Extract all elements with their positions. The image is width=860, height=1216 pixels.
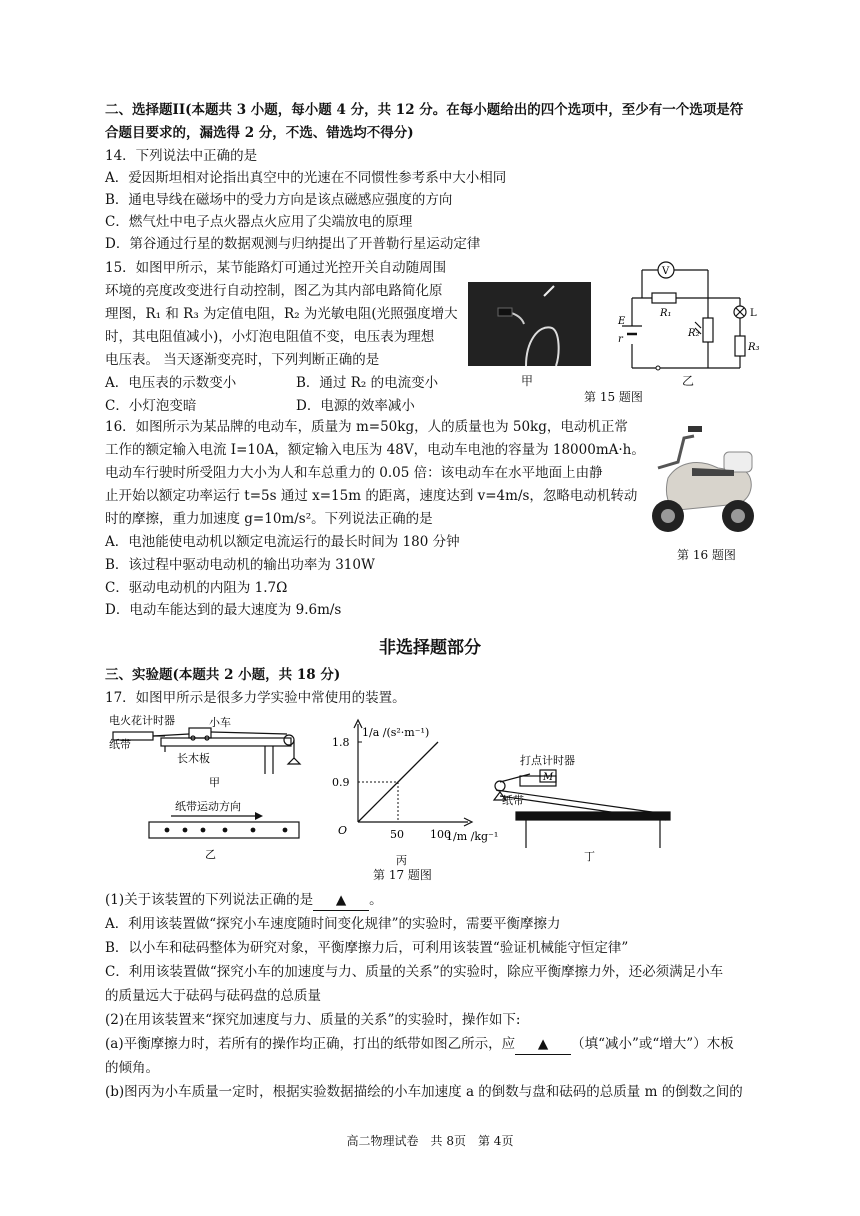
board-label: 长木板 — [177, 752, 210, 765]
fig-ding-label: 丁 — [584, 850, 595, 863]
q17-option-c-line1: C．利用该装置做“探究小车的加速度与力、质量的关系”的实验时，除应平衡摩擦力外，还必须满足小车 — [105, 964, 724, 980]
section3-header: 三、实验题(本题共 2 小题，共 18 分) — [105, 667, 341, 683]
q15-option-c: C．小灯泡变暗 — [105, 398, 197, 414]
q17-apparatus-jia — [105, 712, 305, 792]
ding-tape-label: 纸带 — [502, 794, 524, 807]
circuit-e-label: E — [618, 316, 626, 327]
mass-m-label: M — [543, 772, 554, 783]
page-footer: 高二物理试卷 共 8页 第 4页 — [346, 1134, 514, 1148]
q16-option-d: D．电动车能达到的最大速度为 9.6m/s — [105, 602, 342, 618]
q15-line5: 电压表。 当天逐渐变亮时，下列判断正确的是 — [105, 352, 380, 368]
q17-part1-end: 。 — [369, 892, 383, 908]
circuit-l-label: L — [750, 308, 757, 319]
q14-option-a: A．爱因斯坦相对论指出真空中的光速在不同惯性参考系中大小相同 — [105, 170, 507, 186]
q17-caption: 第 17 题图 — [373, 868, 432, 882]
q14-stem: 14．下列说法中正确的是 — [105, 148, 258, 164]
circuit-r-label: r — [618, 334, 623, 345]
q15-option-d: D．电源的效率减小 — [296, 398, 415, 414]
q17-part2a-text2: （填“减小”或“增大”）木板 — [571, 1036, 734, 1052]
q15-line3: 理图，R₁ 和 R₃ 为定值电阻，R₂ 为光敏电阻(光照强度增大 — [105, 306, 458, 322]
x-axis-label: 1/m /kg⁻¹ — [446, 830, 499, 843]
q16-line4: 止开始以额定功率运行 t=5s 通过 x=15m 的距离，速度达到 v=4m/s，忽略电动机转动 — [105, 488, 638, 504]
q17-graph-bing — [330, 716, 500, 868]
q16-option-c: C．驱动电动机的内阻为 1.7Ω — [105, 580, 288, 596]
y-tick-label: 0.9 — [332, 776, 350, 789]
q17-option-a: A．利用该装置做“探究小车速度随时间变化规律”的实验时，需要平衡摩擦力 — [105, 916, 561, 932]
q15-line4: 时，其电阻值减小)，小灯泡电阻值不变，电压表为理想 — [105, 329, 435, 345]
circuit-r3-label: R₃ — [748, 342, 760, 353]
q14-option-b: B．通电导线在磁场中的受力方向是该点磁感应强度的方向 — [105, 192, 453, 208]
q15-label-jia: 甲 — [521, 374, 534, 388]
q17-part1-blank: ▲ — [313, 890, 369, 911]
circuit-v-label: V — [662, 266, 670, 277]
tape-direction-label: 纸带运动方向 — [175, 800, 241, 813]
section2-header-line1: 二、选择题II(本题共 3 小题，每小题 4 分，共 12 分。在每小题给出的四个选项中，至少有一个选项是符 — [105, 102, 744, 118]
x-tick-label: 100 — [430, 828, 451, 841]
q15-option-b: B．通过 R₂ 的电流变小 — [296, 375, 439, 391]
q17-part2: (2)在用该装置来“探究加速度与力、质量的关系”的实验时，操作如下: — [105, 1012, 521, 1028]
q15-label-yi: 乙 — [682, 374, 695, 388]
q16-caption: 第 16 题图 — [677, 548, 736, 562]
x-tick-label: 50 — [390, 828, 404, 841]
q15-line1: 15．如图甲所示，某节能路灯可通过光控开关自动随周围 — [105, 260, 447, 276]
q17-paper-tape-yi — [145, 796, 305, 862]
q16-line5: 时的摩擦，重力加速度 g=10m/s²。下列说法正确的是 — [105, 511, 433, 527]
q15-option-a: A．电压表的示数变小 — [105, 375, 237, 391]
ding-timer-label: 打点计时器 — [520, 754, 575, 767]
q17-part1 — [105, 890, 383, 911]
q16-line3: 电动车行驶时所受阻力大小为人和车总重力的 0.05 倍：该电动车在水平地面上由静 — [105, 465, 603, 481]
q16-option-b: B．该过程中驱动电动机的输出功率为 310W — [105, 557, 375, 573]
q15-caption: 第 15 题图 — [584, 390, 643, 404]
section2-header-line2: 合题目要求的，漏选得 2 分，不选、错选均不得分) — [105, 125, 414, 141]
y-tick-label: 1.8 — [332, 736, 350, 749]
q17-option-b: B．以小车和砝码整体为研究对象，平衡摩擦力后，可利用该装置“验证机械能守恒定律” — [105, 940, 629, 956]
y-axis-label: 1/a /(s²·m⁻¹) — [362, 726, 430, 739]
fig-jia-label: 甲 — [209, 776, 220, 789]
q17-part2a-cont: 的倾角。 — [105, 1060, 159, 1076]
origin-label: O — [338, 824, 348, 837]
q17-part2a — [105, 1034, 734, 1055]
q17-part2a-blank: ▲ — [515, 1034, 571, 1055]
q14-option-c: C．燃气灶中电子点火器点火应用了尖端放电的原理 — [105, 214, 413, 230]
electric-scooter-image — [638, 418, 762, 540]
part2-title: 非选择题部分 — [379, 638, 481, 658]
q17-part2a-text: (a)平衡摩擦力时，若所有的操作均正确，打出的纸带如图乙所示，应 — [105, 1036, 516, 1052]
q17-apparatus-ding — [490, 752, 680, 864]
q15-line2: 环境的亮度改变进行自动控制，图乙为其内部电路简化原 — [105, 283, 443, 299]
q16-option-a: A．电池能使电动机以额定电流运行的最长时间为 180 分钟 — [105, 534, 460, 550]
q17-stem: 17．如图甲所示是很多力学实验中常使用的装置。 — [105, 690, 406, 706]
q17-part1-text: (1)关于该装置的下列说法正确的是 — [105, 892, 314, 908]
spark-timer-label: 电火花计时器 — [109, 714, 175, 727]
fig-yi-label: 乙 — [205, 848, 216, 861]
q15-circuit-diagram — [610, 258, 770, 376]
q14-option-d: D．第谷通过行星的数据观测与归纳提出了开普勒行星运动定律 — [105, 236, 481, 252]
q17-part2b: (b)图丙为小车质量一定时，根据实验数据描绘的小车加速度 a 的倒数与盘和砝码的总质量 m 的倒数之间的 — [105, 1084, 743, 1100]
fig-bing-label: 丙 — [396, 854, 407, 867]
street-lamp-photo — [468, 282, 591, 366]
q17-option-c-line2: 的质量远大于砝码与砝码盘的总质量 — [105, 988, 321, 1004]
tape-label: 纸带 — [109, 738, 131, 751]
q16-line2: 工作的额定输入电流 I=10A，额定输入电压为 48V，电动车电池的容量为 18000mA·h。 — [105, 442, 645, 458]
q16-line1: 16．如图所示为某品牌的电动车，质量为 m=50kg，人的质量也为 50kg，电动机正常 — [105, 419, 628, 435]
circuit-r1-label: R₁ — [660, 308, 672, 319]
car-label: 小车 — [209, 716, 231, 729]
circuit-r2-label: R₂ — [688, 328, 700, 339]
